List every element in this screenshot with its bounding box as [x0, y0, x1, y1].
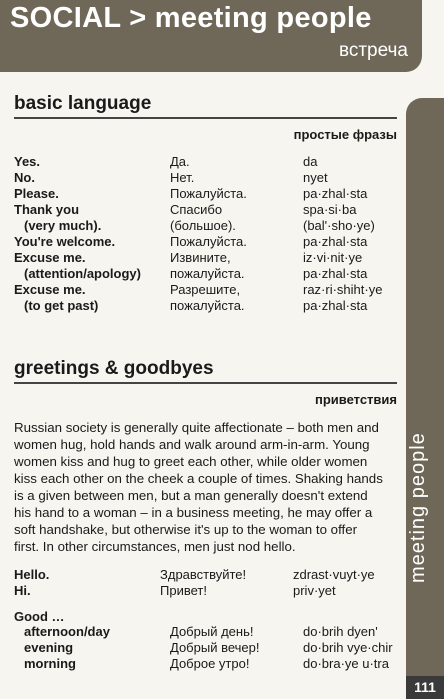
- page-number: 111: [406, 676, 444, 699]
- phrase-row: [14, 298, 382, 314]
- phrase-tr: zdrast·vuyt·ye: [293, 567, 375, 582]
- phrase-en: (attention/apology): [24, 266, 141, 281]
- phrase-row: [14, 202, 382, 218]
- phrase-row: [14, 218, 382, 234]
- phrase-en: (very much).: [24, 218, 102, 233]
- phrase-ru: Да.: [170, 154, 190, 169]
- paragraph-line: is a given between men, but a man generally doesn't extend: [14, 488, 368, 503]
- phrase-row: [14, 250, 382, 266]
- phrase-ru: Извините,: [170, 250, 231, 265]
- phrase-tr: iz·vi·nit·ye: [303, 250, 363, 265]
- phrase-en: You're welcome.: [14, 234, 116, 249]
- basic-language-section: [14, 93, 397, 314]
- phrase-tr: do·brih dyen': [303, 624, 378, 639]
- paragraph-line: first. In other circumstances, men just nod hello.: [14, 539, 296, 554]
- phrase-row: [14, 656, 393, 672]
- paragraph-line: soft handshake, but otherwise it's up to the woman to offer: [14, 522, 358, 537]
- phrase-tr: da: [303, 154, 318, 169]
- page-subtitle: встреча: [338, 40, 408, 61]
- phrase-table: [14, 154, 382, 314]
- phrase-en: Thank you: [14, 202, 80, 217]
- phrase-en: No.: [14, 170, 35, 185]
- paragraph-line: kiss each other on the cheek a couple of times. Shaking hands: [14, 471, 383, 486]
- paragraph-line: women kiss and hug to greet each other, while older women: [14, 454, 368, 469]
- phrase-en: morning: [24, 656, 76, 671]
- section-title: greetings & goodbyes: [14, 358, 397, 384]
- phrase-ru: Доброе утро!: [170, 656, 250, 671]
- phrase-tr: priv·yet: [293, 583, 336, 598]
- phrase-tr: do·brih vye·chir: [303, 640, 393, 655]
- good-label: Good …: [14, 609, 65, 624]
- good-table: [14, 624, 393, 672]
- paragraph-line: his hand to a woman – in a business meeting, he may offer a: [14, 505, 373, 520]
- phrase-tr: spa·si·ba: [303, 202, 357, 217]
- phrase-ru: Добрый вечер!: [170, 640, 260, 655]
- phrase-ru: Добрый день!: [170, 624, 254, 639]
- phrase-row: [14, 282, 382, 298]
- phrase-ru: Пожалуйста.: [170, 186, 247, 201]
- phrase-ru: Пожалуйста.: [170, 234, 247, 249]
- paragraph-line: Russian society is generally quite affectionate – both men and: [14, 420, 379, 435]
- phrase-ru: пожалуйста.: [170, 298, 245, 313]
- side-tab-label: meeting people: [407, 432, 429, 583]
- greetings-table: [14, 567, 375, 599]
- side-tab: [406, 98, 444, 699]
- phrase-row: [14, 624, 393, 640]
- greetings-paragraph: [14, 419, 397, 555]
- page-title: SOCIAL > meeting people: [10, 2, 372, 34]
- phrase-tr: nyet: [303, 170, 328, 185]
- phrase-en: Please.: [14, 186, 59, 201]
- phrase-row: [14, 170, 382, 186]
- phrase-tr: pa·zhal·sta: [303, 234, 368, 249]
- phrase-row: [14, 234, 382, 250]
- phrase-row: [14, 640, 393, 656]
- phrase-row: [14, 583, 375, 599]
- phrase-ru: пожалуйста.: [170, 266, 245, 281]
- greetings-section: [14, 358, 397, 672]
- phrase-ru: Привет!: [160, 583, 207, 598]
- phrase-ru: Здравствуйте!: [160, 567, 247, 582]
- phrase-ru: Разрешите,: [170, 282, 241, 297]
- phrase-tr: raz·ri·shiht·ye: [303, 282, 383, 297]
- phrase-ru: Нет.: [170, 170, 195, 185]
- phrase-ru: (большое).: [170, 218, 236, 233]
- phrase-row: [14, 186, 382, 202]
- phrase-tr: pa·zhal·sta: [303, 266, 368, 281]
- section-subtitle-ru: простые фразы: [293, 127, 397, 142]
- phrase-tr: pa·zhal·sta: [303, 186, 368, 201]
- page-header: [0, 0, 422, 72]
- paragraph-line: women hug, hold hands and walk around arm-in-arm. Young: [14, 437, 370, 452]
- phrase-tr: pa·zhal·sta: [303, 298, 368, 313]
- phrase-en: afternoon/day: [24, 624, 110, 639]
- section-title: basic language: [14, 93, 397, 119]
- phrase-row: [14, 266, 382, 282]
- phrase-tr: do·bra·ye u·tra: [303, 656, 389, 671]
- phrase-en: evening: [24, 640, 74, 655]
- phrase-en: Yes.: [14, 154, 41, 169]
- phrase-tr: (bal'·sho·ye): [303, 218, 375, 233]
- phrase-en: (to get past): [24, 298, 99, 313]
- phrase-row: [14, 154, 382, 170]
- phrase-en: Hello.: [14, 567, 50, 582]
- phrase-en: Excuse me.: [14, 282, 86, 297]
- phrase-en: Hi.: [14, 583, 31, 598]
- section-subtitle-ru: приветствия: [314, 392, 397, 407]
- phrase-ru: Спасибо: [170, 202, 223, 217]
- phrase-en: Excuse me.: [14, 250, 86, 265]
- phrase-row: [14, 567, 375, 583]
